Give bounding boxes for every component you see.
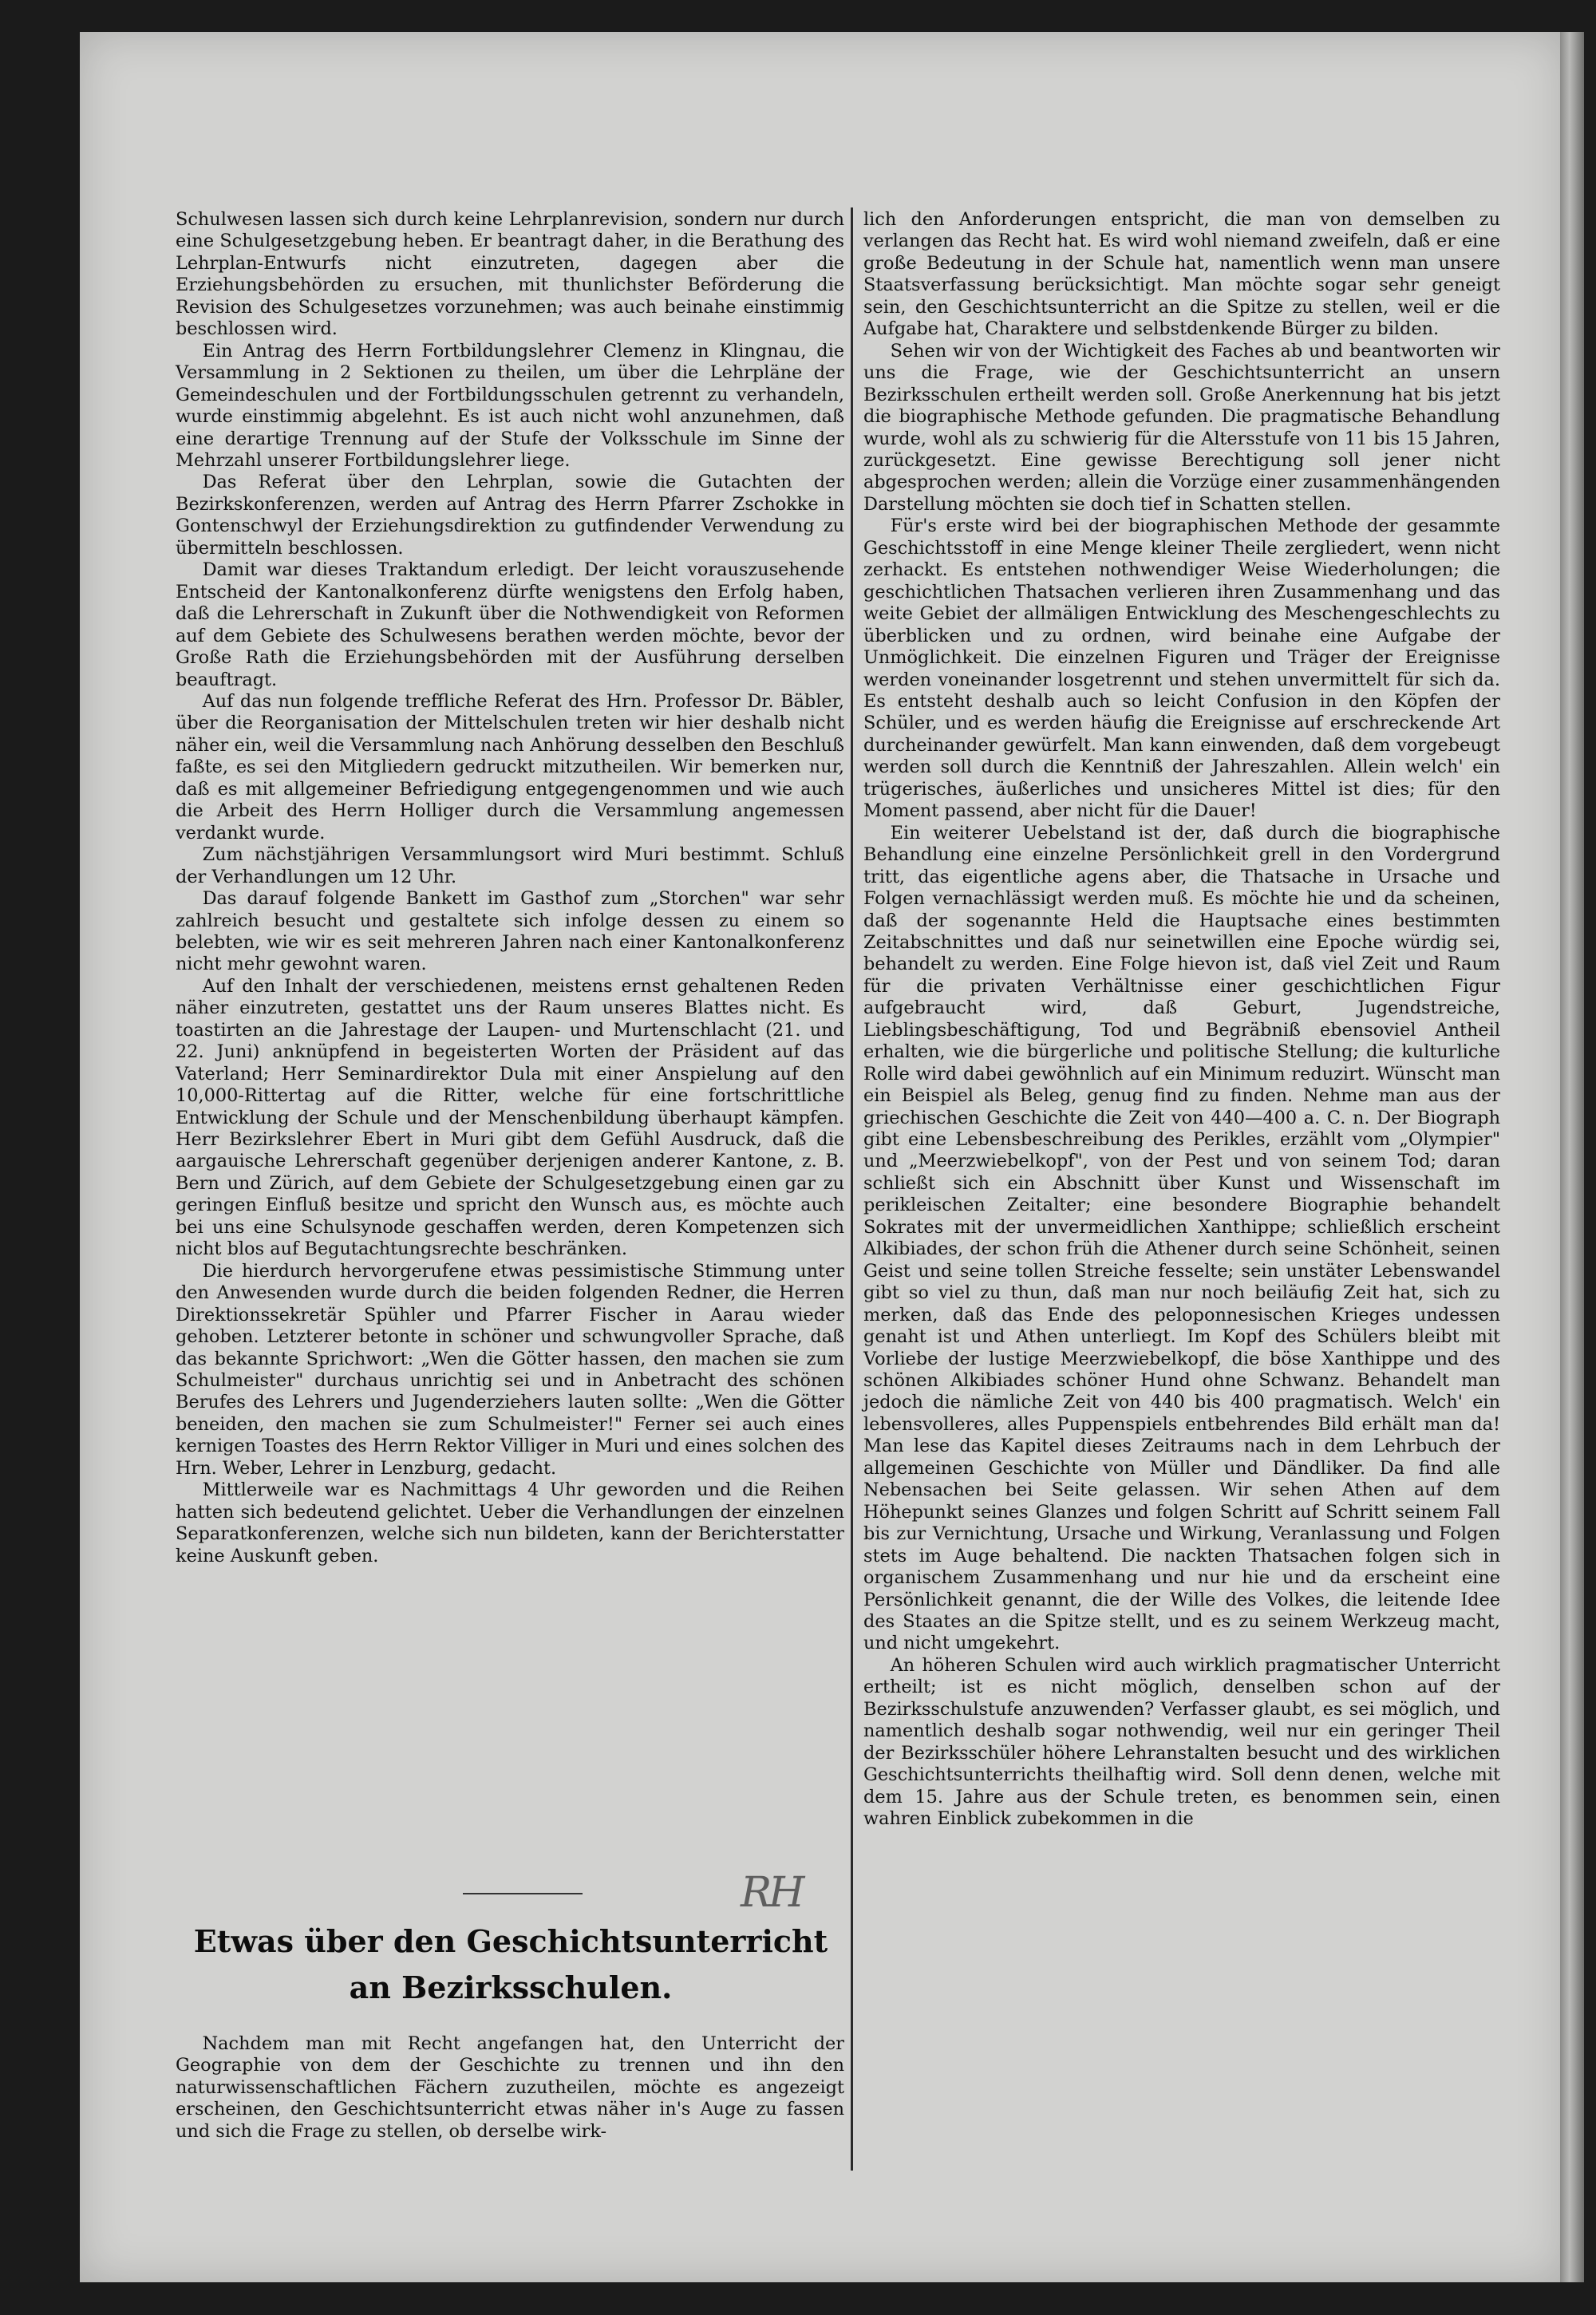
- paragraph: Die hierdurch hervorgerufene etwas pessimistische Stimmung unter den Anwesenden wurde durch die beiden folgenden Redner, die Herren Direktionssekretär Spühler und Pfarrer Fischer in Aarau wieder gehoben. Letzterer betonte in schöner und schwungvoller Sprache, daß das bekannte Sprichwort: „Wen die Götter hassen, den machen sie zum Schulmeister" durchaus unrichtig sei und in Anbetracht des schönen Berufes des Lehrers und Jugenderziehers lauten sollte: „Wen die Götter beneiden, den machen sie zum Schulmeister!" Ferner sei auch eines kernigen Toastes des Herrn Rektor Villiger in Muri und eines solchen des Hrn. Weber, Lehrer in Lenzburg, gedacht.: [176, 1260, 844, 1479]
- right-column: [863, 209, 1500, 1831]
- paragraph: Ein weiterer Uebelstand ist der, daß durch die biographische Behandlung eine einzelne Persönlichkeit grell in den Vordergrund tritt, das eigentliche agens aber, die Thatsache in Ursache und Folgen vernachlässigt werden muß. Es möchte hie und da scheinen, daß der sogenannte Held die Hauptsache eines bestimmten Zeitabschnittes und daß nur seinetwillen eine Epoche würdig sei, behandelt zu werden. Eine Folge hievon ist, daß viel Zeit und Raum für die privaten Verhältnisse einer geschichtlichen Figur aufgebraucht wird, daß Geburt, Jugendstreiche, Lieblingsbeschäftigung, Tod und Begräbniß ebensoviel Antheil erhalten, wie die bürgerliche und politische Stellung; die kulturliche Rolle wird dabei gewöhnlich auf ein Minimum reduzirt. Wünscht man ein Beispiel als Beleg, genug find zu finden. Nehme man aus der griechischen Geschichte die Zeit von 440—400 a. C. n. Der Biograph gibt eine Lebensbeschreibung des Perikles, erzählt vom „Olympier" und „Meerzwiebelkopf", von der Pest und von seinem Tod; daran schließt sich ein Abschnitt über Kunst und Wissenschaft im perikleischen Zeitalter; eine besondere Biographie behandelt Sokrates mit der unvermeidlichen Xanthippe; schließlich erscheint Alkibiades, der schon früh die Athener durch seine Schönheit, seinen Geist und seine tollen Streiche fesselte; sein unstäter Lebenswandel gibt so viel zu thun, daß man nur noch beiläufig Zeit hat, sich zu merken, daß das Ende des peloponnesischen Krieges undessen genaht ist und Athen unterliegt. Im Kopf des Schülers bleibt mit Vorliebe der lustige Meerzwiebelkopf, die böse Xanthippe und des schönen Alkibiades schöner Hund ohne Schwanz. Behandelt man jedoch die nämliche Zeit von 440 bis 400 pragmatisch. Welch' ein lebensvolleres, alles Puppenspiels entbehrendes Bild erhält man da! Man lese das Kapitel dieses Zeitraums nach in dem Lehrbuch der allgemeinen Geschichte von Müller und Dändliker. Da find alle Nebensachen bei Seite gelassen. Wir sehen Athen auf dem Höhepunkt seines Glanzes und folgen Schritt auf Schritt seinem Fall bis zur Vernichtung, Ursache und Wirkung, Veranlassung und Folgen stets im Auge behaltend. Die nackten Thatsachen folgen sich in organischem Zusammenhang und nur hie und da erscheint eine Persönlichkeit genannt, die der Wille des Volkes, die leitende Idee des Staates an die Spitze stellt, und es zu seinem Werkzeug macht, und nicht umgekehrt.: [863, 822, 1500, 1654]
- paragraph: Das darauf folgende Bankett im Gasthof zum „Storchen" war sehr zahlreich besucht und gestaltete sich infolge dessen zu einem so belebten, wie wir es seit mehreren Jahren nach einer Kantonalkonferenz nicht mehr gewohnt waren.: [176, 888, 844, 975]
- paragraph: Schulwesen lassen sich durch keine Lehrplanrevision, sondern nur durch eine Schulgesetzgebung heben. Er beantragt daher, in die Berathung des Lehrplan-Entwurfs nicht einzutreten, dagegen aber die Erziehungsbehörden zu ersuchen, mit thunlichster Beförderung die Revision des Schulgesetzes vorzunehmen; was auch beinahe einstimmig beschlossen wird.: [176, 209, 844, 340]
- handwritten-mark: RH: [741, 1869, 802, 1917]
- paragraph: Sehen wir von der Wichtigkeit des Faches ab und beantworten wir uns die Frage, wie der Geschichtsunterricht an unsern Bezirksschulen ertheilt werden soll. Große Anerkennung hat bis jetzt die biographische Methode gefunden. Die pragmatische Behandlung wurde, wohl als zu schwierig für die Altersstufe von 11 bis 15 Jahren, zurückgesetzt. Eine gewisse Berechtigung soll jener nicht abgesprochen werden; allein die Vorzüge einer zusammenhängenden Darstellung möchten sie doch tief in Schatten stellen.: [863, 340, 1500, 515]
- paragraph: Damit war dieses Traktandum erledigt. Der leicht vorauszusehende Entscheid der Kantonalkonferenz dürfte wenigstens den Erfolg haben, daß die Lehrerschaft in Zukunft über die Nothwendigkeit von Reformen auf dem Gebiete des Schulwesens berathen werden möchte, bevor der Große Rath die Erziehungsbehörden mit der Ausführung derselben beauftragt.: [176, 559, 844, 690]
- paragraph: An höheren Schulen wird auch wirklich pragmatischer Unterricht ertheilt; ist es nicht möglich, denselben schon auf der Bezirksschulstufe anzuwenden? Verfasser glaubt, es sei möglich, und namentlich deshalb sogar nothwendig, weil nur ein geringer Theil der Bezirksschüler höhere Lehranstalten besucht und des wirklichen Geschichtsunterrichts theilhaftig wird. Soll denn denen, welche mit dem 15. Jahre aus der Schule treten, es benommen sein, einen wahren Einblick zubekommen in die: [863, 1654, 1500, 1830]
- paragraph: Auf das nun folgende treffliche Referat des Hrn. Professor Dr. Bäbler, über die Reorganisation der Mittelschulen treten wir hier deshalb nicht näher ein, weil die Versammlung nach Anhörung desselben den Beschluß faßte, es sei den Mitgliedern gedruckt mitzutheilen. Wir bemerken nur, daß es mit allgemeiner Befriedigung entgegengenommen und wie auch die Arbeit des Herrn Holliger durch die Versammlung angemessen verdankt wurde.: [176, 690, 844, 843]
- paragraph: Ein Antrag des Herrn Fortbildungslehrer Clemenz in Klingnau, die Versammlung in 2 Sektionen zu theilen, um über die Lehrpläne der Gemeindeschulen und der Fortbildungsschulen getrennt zu verhandeln, wurde einstimmig abgelehnt. Es ist auch nicht wohl anzunehmen, daß eine derartige Trennung auf der Stufe der Volksschule im Sinne der Mehrzahl unserer Fortbildungslehrer liege.: [176, 340, 844, 471]
- paragraph: Das Referat über den Lehrplan, sowie die Gutachten der Bezirkskonferenzen, werden auf Antrag des Herrn Pfarrer Zschokke in Gontenschwyl der Erziehungsdirektion zu gutfindender Verwendung zu übermitteln beschlossen.: [176, 472, 844, 559]
- left-column: [176, 209, 844, 1567]
- paragraph: Für's erste wird bei der biographischen Methode der gesammte Geschichtsstoff in eine Menge kleiner Theile zergliedert, wenn nicht zerhackt. Es entstehen nothwendiger Weise Wiederholungen; die geschichtlichen Thatsachen verlieren ihren Zusammenhang und das weite Gebiet der allmäligen Entwicklung des Meschengeschlechts zu überblicken und zu ordnen, wird beinahe eine Aufgabe der Unmöglichkeit. Die einzelnen Figuren und Träger der Ereignisse werden voneinander losgetrennt und stehen unvermittelt für sich da. Es entsteht deshalb auch so leicht Confusion in den Köpfen der Schüler, und es werden häufig die Ereignisse auf erschreckende Art durcheinander gewürfelt. Man kann einwenden, daß dem vorgebeugt werden soll durch die Kenntniß der Jahreszahlen. Allein welch' ein trügerisches, äußerliches und unsicheres Mittel ist dies; für den Moment passend, aber nicht für die Dauer!: [863, 516, 1500, 822]
- paragraph: Auf den Inhalt der verschiedenen, meistens ernst gehaltenen Reden näher einzutreten, gestattet uns der Raum unseres Blattes nicht. Es toastirten an die Jahrestage der Laupen- und Murtenschlacht (21. und 22. Juni) anknüpfend in begeisterten Worten der Präsident auf das Vaterland; Herr Seminardirektor Dula mit einer Anspielung auf den 10,000-Rittertag auf die Ritter, welche für eine fortschrittliche Entwicklung der Schule und der Menschenbildung überhaupt kämpfen. Herr Bezirkslehrer Ebert in Muri gibt dem Gefühl Ausdruck, daß die aargauische Lehrerschaft gegenüber derjenigen anderer Kantone, z. B. Bern und Zürich, auf dem Gebiete der Schulgesetzgebung einen gar zu geringen Einfluß besitze und spricht den Wunsch aus, es möchte auch bei uns eine Schulsynode geschaffen werden, deren Kompetenzen sich nicht blos auf Begutachtungsrechte beschränken.: [176, 975, 844, 1260]
- paragraph: Mittlerweile war es Nachmittags 4 Uhr geworden und die Reihen hatten sich bedeutend gelichtet. Ueber die Verhandlungen der einzelnen Separatkonferenzen, welche sich nun bildeten, kann der Berichterstatter keine Auskunft geben.: [176, 1479, 844, 1566]
- paragraph: Nachdem man mit Recht angefangen hat, den Unterricht der Geographie von dem der Geschichte zu trennen und ihn den naturwissenschaftlichen Fächern zuzutheilen, möchte es angezeigt erscheinen, den Geschichtsunterricht etwas näher in's Auge zu fassen und sich die Frage zu stellen, ob derselbe wirk-: [176, 2033, 844, 2142]
- article-heading: Etwas über den Geschichtsunterricht an Bezirksschulen.: [193, 1923, 828, 2005]
- left-column-continuation: [176, 2033, 844, 2143]
- column-divider: [851, 207, 853, 2171]
- paragraph: lich den Anforderungen entspricht, die man von demselben zu verlangen das Recht hat. Es wird wohl niemand zweifeln, daß er eine große Bedeutung in der Schule hat, namentlich wenn man unsere Staatsverfassung berücksichtigt. Man möchte sogar sehr geneigt sein, den Geschichtsunterricht an die Spitze zu stellen, weil er die Aufgabe hat, Charaktere und selbstdenkende Bürger zu bilden.: [863, 209, 1500, 340]
- paragraph: Zum nächstjährigen Versammlungsort wird Muri bestimmt. Schluß der Verhandlungen um 12 Uhr.: [176, 844, 844, 887]
- next-page-edge: [1560, 32, 1584, 2282]
- section-rule: [463, 1893, 583, 1894]
